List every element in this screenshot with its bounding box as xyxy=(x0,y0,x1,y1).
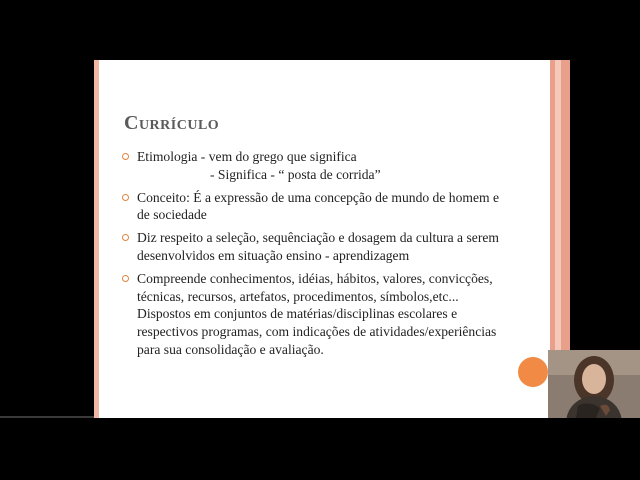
bullet-text: Conceito: É a expressão de uma concepção de mundo de homem e de sociedade xyxy=(137,189,499,223)
bullet-item-4 xyxy=(122,270,514,359)
slide-edge-left xyxy=(94,60,99,418)
viewer-background-left xyxy=(0,60,94,418)
orange-circle-pointer[interactable] xyxy=(518,357,548,387)
bullet-item-3 xyxy=(122,229,514,265)
circle-bullet-icon xyxy=(122,153,129,160)
circle-bullet-icon xyxy=(122,275,129,282)
bullet-text: Compreende conhecimentos, idéias, hábitos, valores, convicções, técnicas, recursos, artefatos, procedimentos, símbolos,etc... Dispostos em conjuntos de matérias/disciplinas escolares e respectivos programas, com indicações de atividades/experiências para sua consolidação e avaliação. xyxy=(137,270,497,357)
bullet-text: Diz respeito a seleção, sequênciação e dosagem da cultura a serem desenvolvidos em situação ensino - aprendizagem xyxy=(137,230,499,263)
presentation-slide xyxy=(94,60,554,418)
bullet-subline: - Significa - “ posta de corrida” xyxy=(210,166,381,182)
slide-title: Currículo xyxy=(124,112,220,134)
circle-bullet-icon xyxy=(122,194,129,201)
bullet-item-1 xyxy=(122,148,514,184)
webcam-overlay[interactable] xyxy=(548,350,640,420)
bullet-list xyxy=(122,148,514,364)
bullet-item-2 xyxy=(122,189,514,225)
bullet-text: Etimologia - vem do grego que significa xyxy=(137,149,357,164)
viewer-background-bottom xyxy=(0,418,640,480)
webcam-person-image xyxy=(548,350,640,420)
circle-bullet-icon xyxy=(122,234,129,241)
